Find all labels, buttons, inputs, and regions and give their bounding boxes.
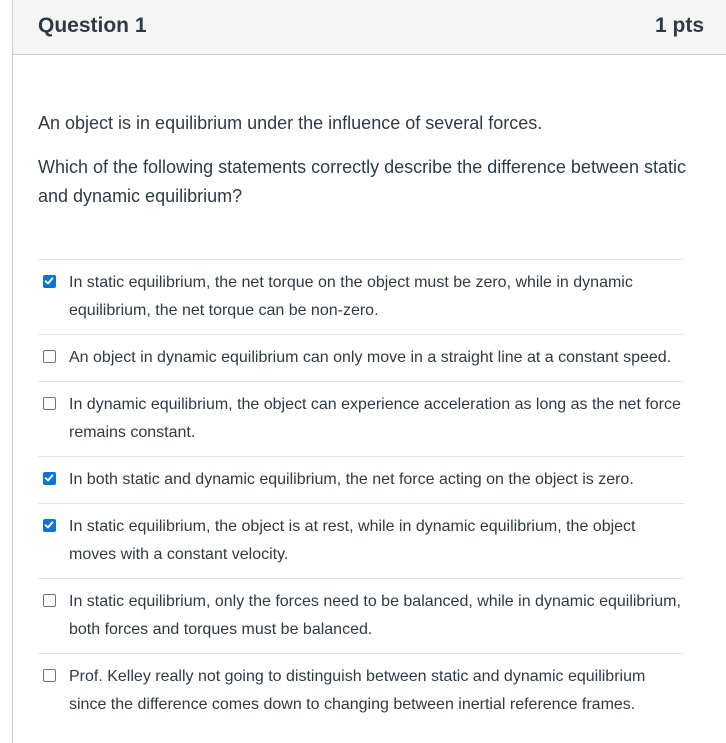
- answer-label: In static equilibrium, the net torque on the object must be zero, while in dynamic equilibrium, the net torque can be non-zero.: [69, 274, 633, 319]
- checkbox-unchecked-icon[interactable]: [43, 669, 56, 682]
- answer-label: An object in dynamic equilibrium can only move in a straight line at a constant speed.: [69, 349, 672, 366]
- question-prompt: Which of the following statements correctly describe the difference between static and dynamic equilibrium?: [38, 157, 686, 206]
- question-title: Question 1: [38, 14, 147, 37]
- answer-list: [38, 259, 684, 728]
- answer-option-4[interactable]: [38, 457, 684, 504]
- checkbox-checked-icon[interactable]: [43, 472, 56, 485]
- answer-label: In static equilibrium, only the forces need to be balanced, while in dynamic equilibrium, both forces and torques must be balanced.: [69, 593, 681, 638]
- checkbox-unchecked-icon[interactable]: [43, 350, 56, 363]
- question-points: 1 pts: [654, 14, 704, 37]
- question-header: [13, 0, 726, 55]
- checkbox-unchecked-icon[interactable]: [43, 594, 56, 607]
- checkbox-checked-icon[interactable]: [43, 519, 56, 532]
- answer-label: In both static and dynamic equilibrium, the net force acting on the object is zero.: [69, 471, 634, 488]
- answer-label: Prof. Kelley really not going to distinguish between static and dynamic equilibrium since the difference comes down to changing between inertial reference frames.: [69, 668, 646, 713]
- answer-option-5[interactable]: [38, 504, 684, 579]
- answer-option-7[interactable]: [38, 654, 684, 728]
- answer-option-6[interactable]: [38, 579, 684, 654]
- answer-option-1[interactable]: [38, 260, 684, 335]
- answer-label: In dynamic equilibrium, the object can experience acceleration as long as the net force remains constant.: [69, 396, 681, 441]
- answer-label: In static equilibrium, the object is at rest, while in dynamic equilibrium, the object moves with a constant velocity.: [69, 518, 636, 563]
- question-prompt-context: An object is in equilibrium under the influence of several forces.: [38, 113, 543, 133]
- answer-option-2[interactable]: [38, 335, 684, 382]
- question-card: [12, 0, 726, 743]
- question-body: [13, 55, 726, 728]
- checkbox-unchecked-icon[interactable]: [43, 397, 56, 410]
- answer-option-3[interactable]: [38, 382, 684, 457]
- checkbox-checked-icon[interactable]: [43, 275, 56, 288]
